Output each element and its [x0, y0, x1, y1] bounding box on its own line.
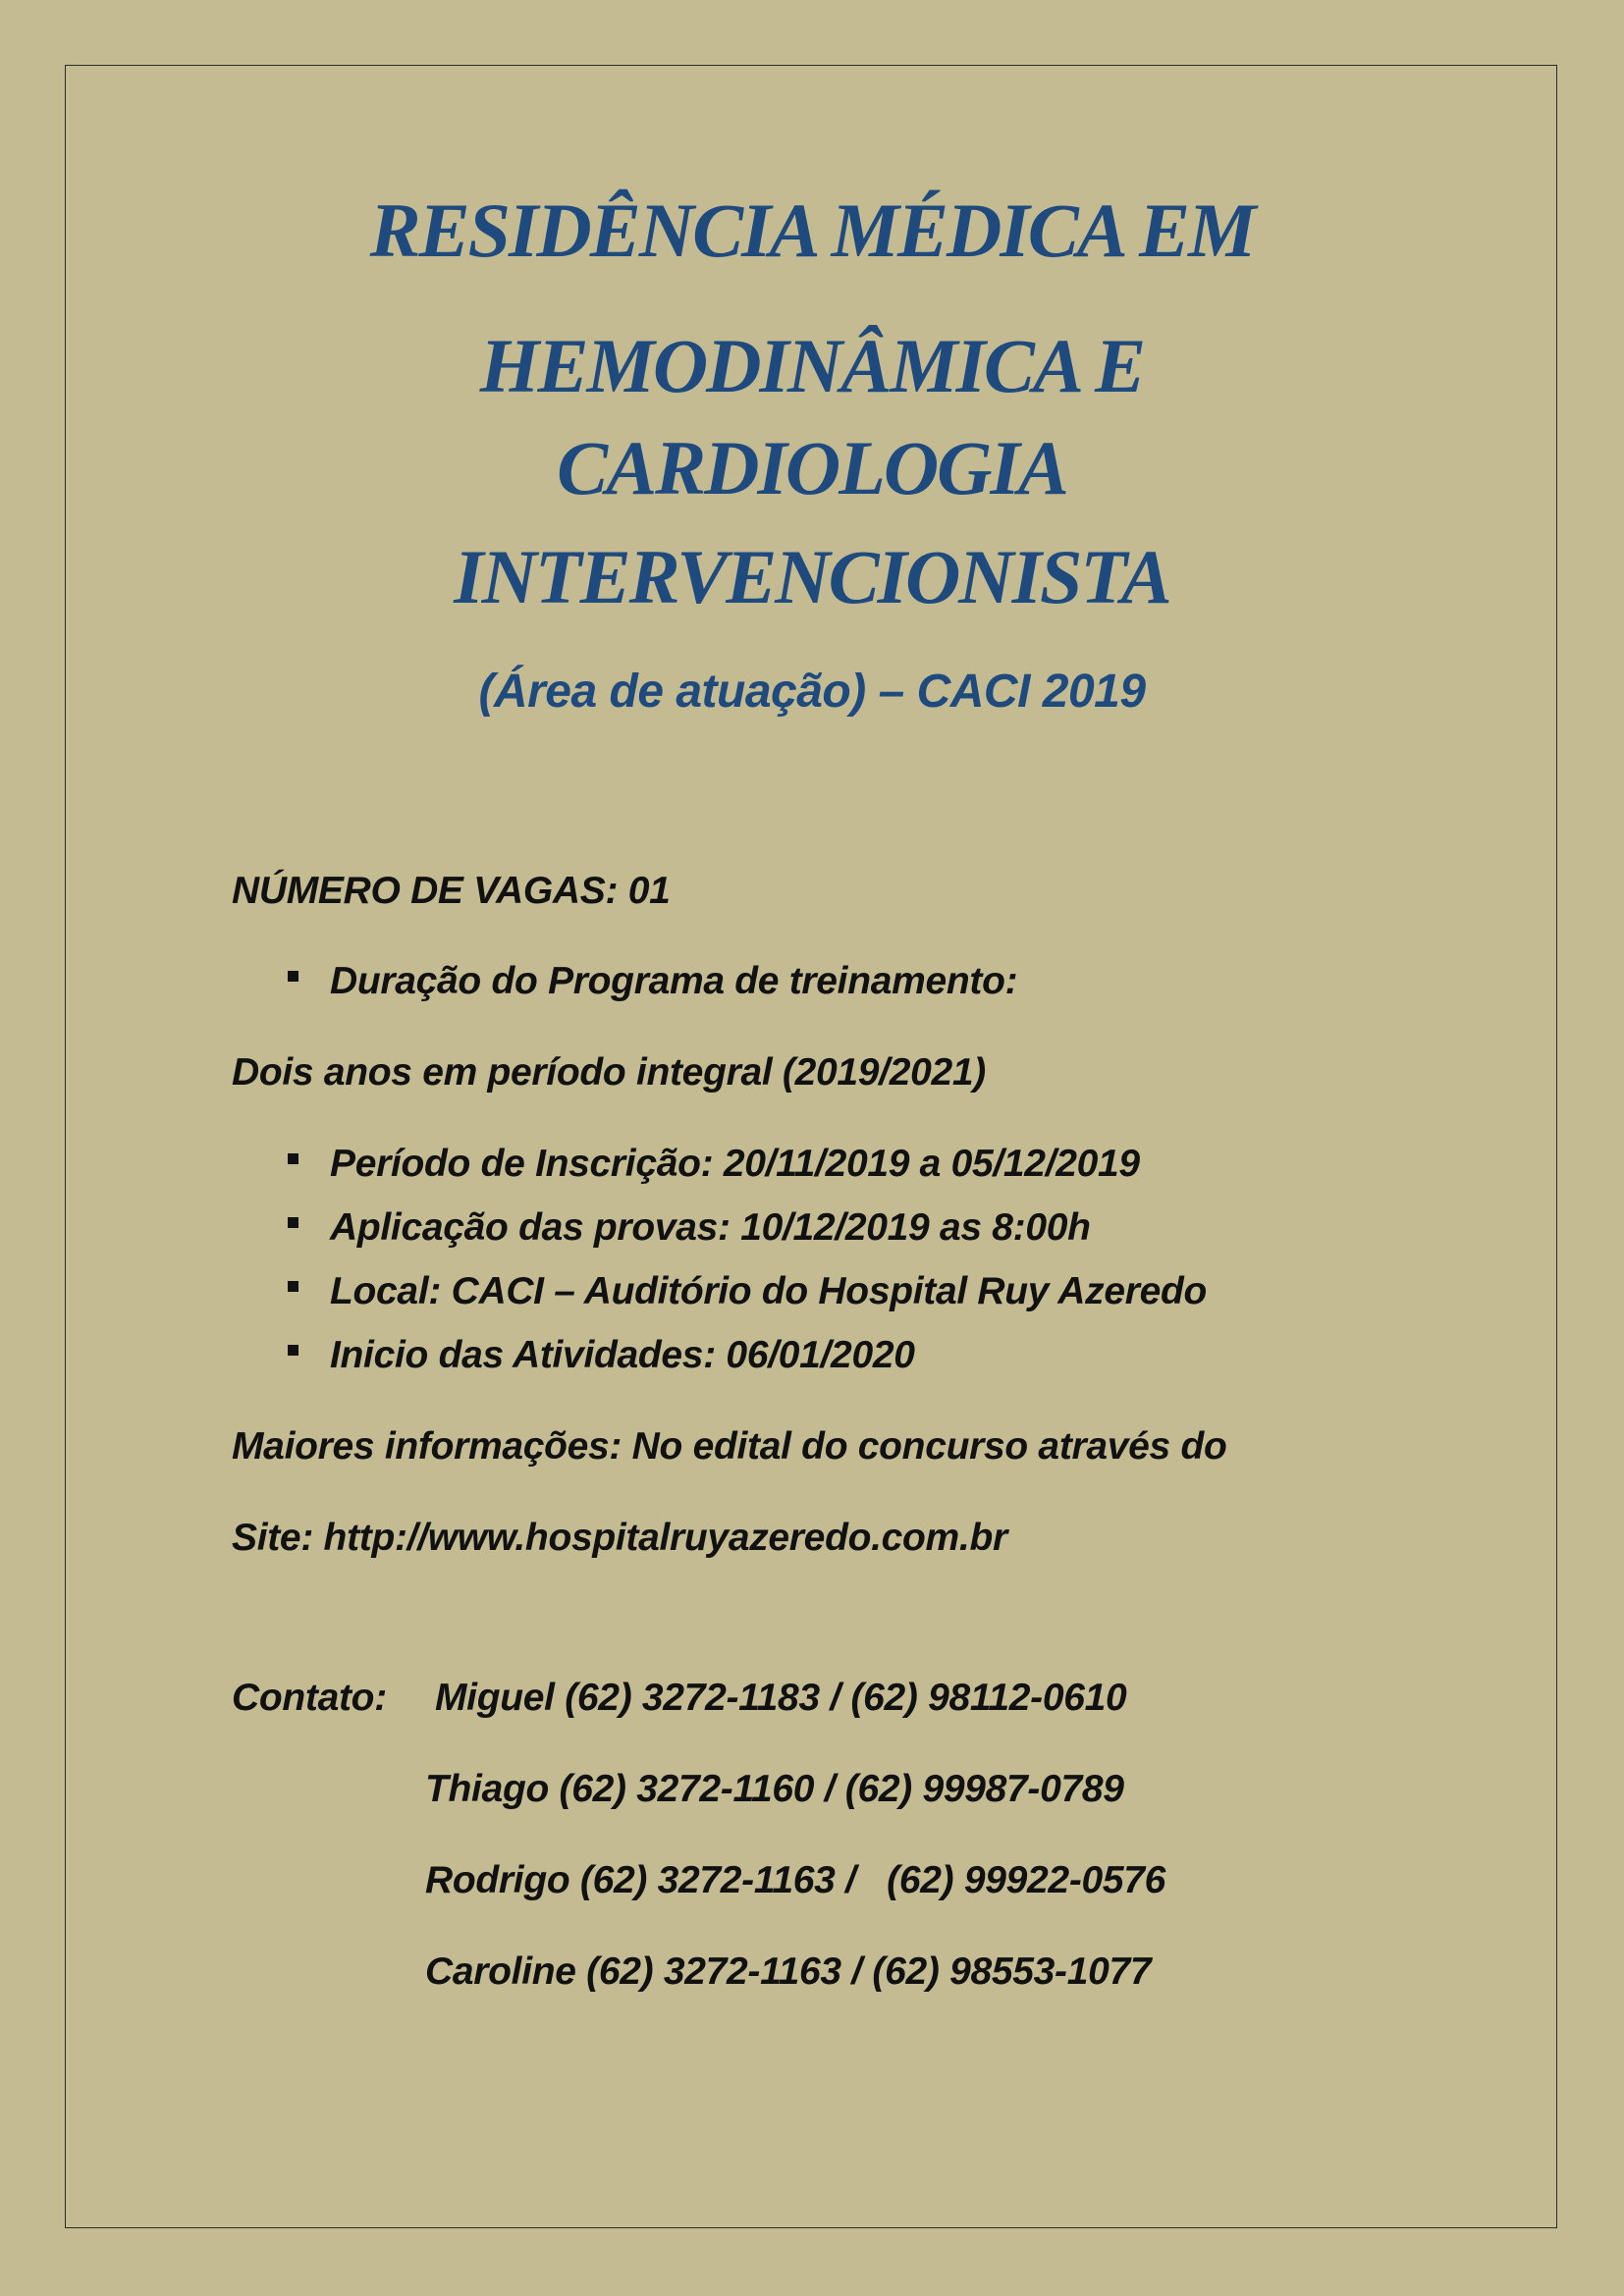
provas-text: Aplicação das provas: 10/12/2019 as 8:00h: [330, 1206, 1091, 1249]
bullet-square-icon: [288, 1281, 298, 1292]
title-line-4: INTERVENCIONISTA: [454, 534, 1170, 619]
contact-entry: Thiago (62) 3272-1160 / (62) 99987-0789: [425, 1768, 1124, 1810]
bullet-square-icon: [288, 1217, 298, 1228]
vagas-text: NÚMERO DE VAGAS: 01: [232, 870, 671, 912]
inicio-text: Inicio das Atividades: 06/01/2020: [330, 1334, 915, 1376]
contact-label: Contato:: [232, 1677, 387, 1719]
title-line-3: CARDIOLOGIA: [557, 425, 1067, 510]
duracao-text: Dois anos em período integral (2019/2021): [232, 1051, 986, 1094]
bullet-square-icon: [288, 971, 298, 982]
contact-entry: Miguel (62) 3272-1183 / (62) 98112-0610: [435, 1677, 1127, 1719]
title-line-1: RESIDÊNCIA MÉDICA EM: [369, 187, 1255, 273]
inscricao-text: Período de Inscrição: 20/11/2019 a 05/12/2019: [330, 1143, 1140, 1185]
local-text: Local: CACI – Auditório do Hospital Ruy Azeredo: [330, 1270, 1208, 1312]
info-text: Maiores informações: No edital do concurso através do: [232, 1425, 1227, 1468]
site-text: Site: http://www.hospitalruyazeredo.com.br: [232, 1517, 1007, 1559]
document-subtitle: (Área de atuação) – CACI 2019: [478, 666, 1146, 718]
contact-entry: Caroline (62) 3272-1163 / (62) 98553-1077: [425, 1950, 1152, 1993]
bullet-square-icon: [288, 1345, 298, 1356]
title-line-2: HEMODINÂMICA E: [479, 323, 1145, 408]
duracao-bullet-text: Duração do Programa de treinamento:: [330, 960, 1018, 1002]
bullet-square-icon: [288, 1153, 298, 1164]
contact-entry: Rodrigo (62) 3272-1163 / (62) 99922-0576: [425, 1859, 1166, 1901]
